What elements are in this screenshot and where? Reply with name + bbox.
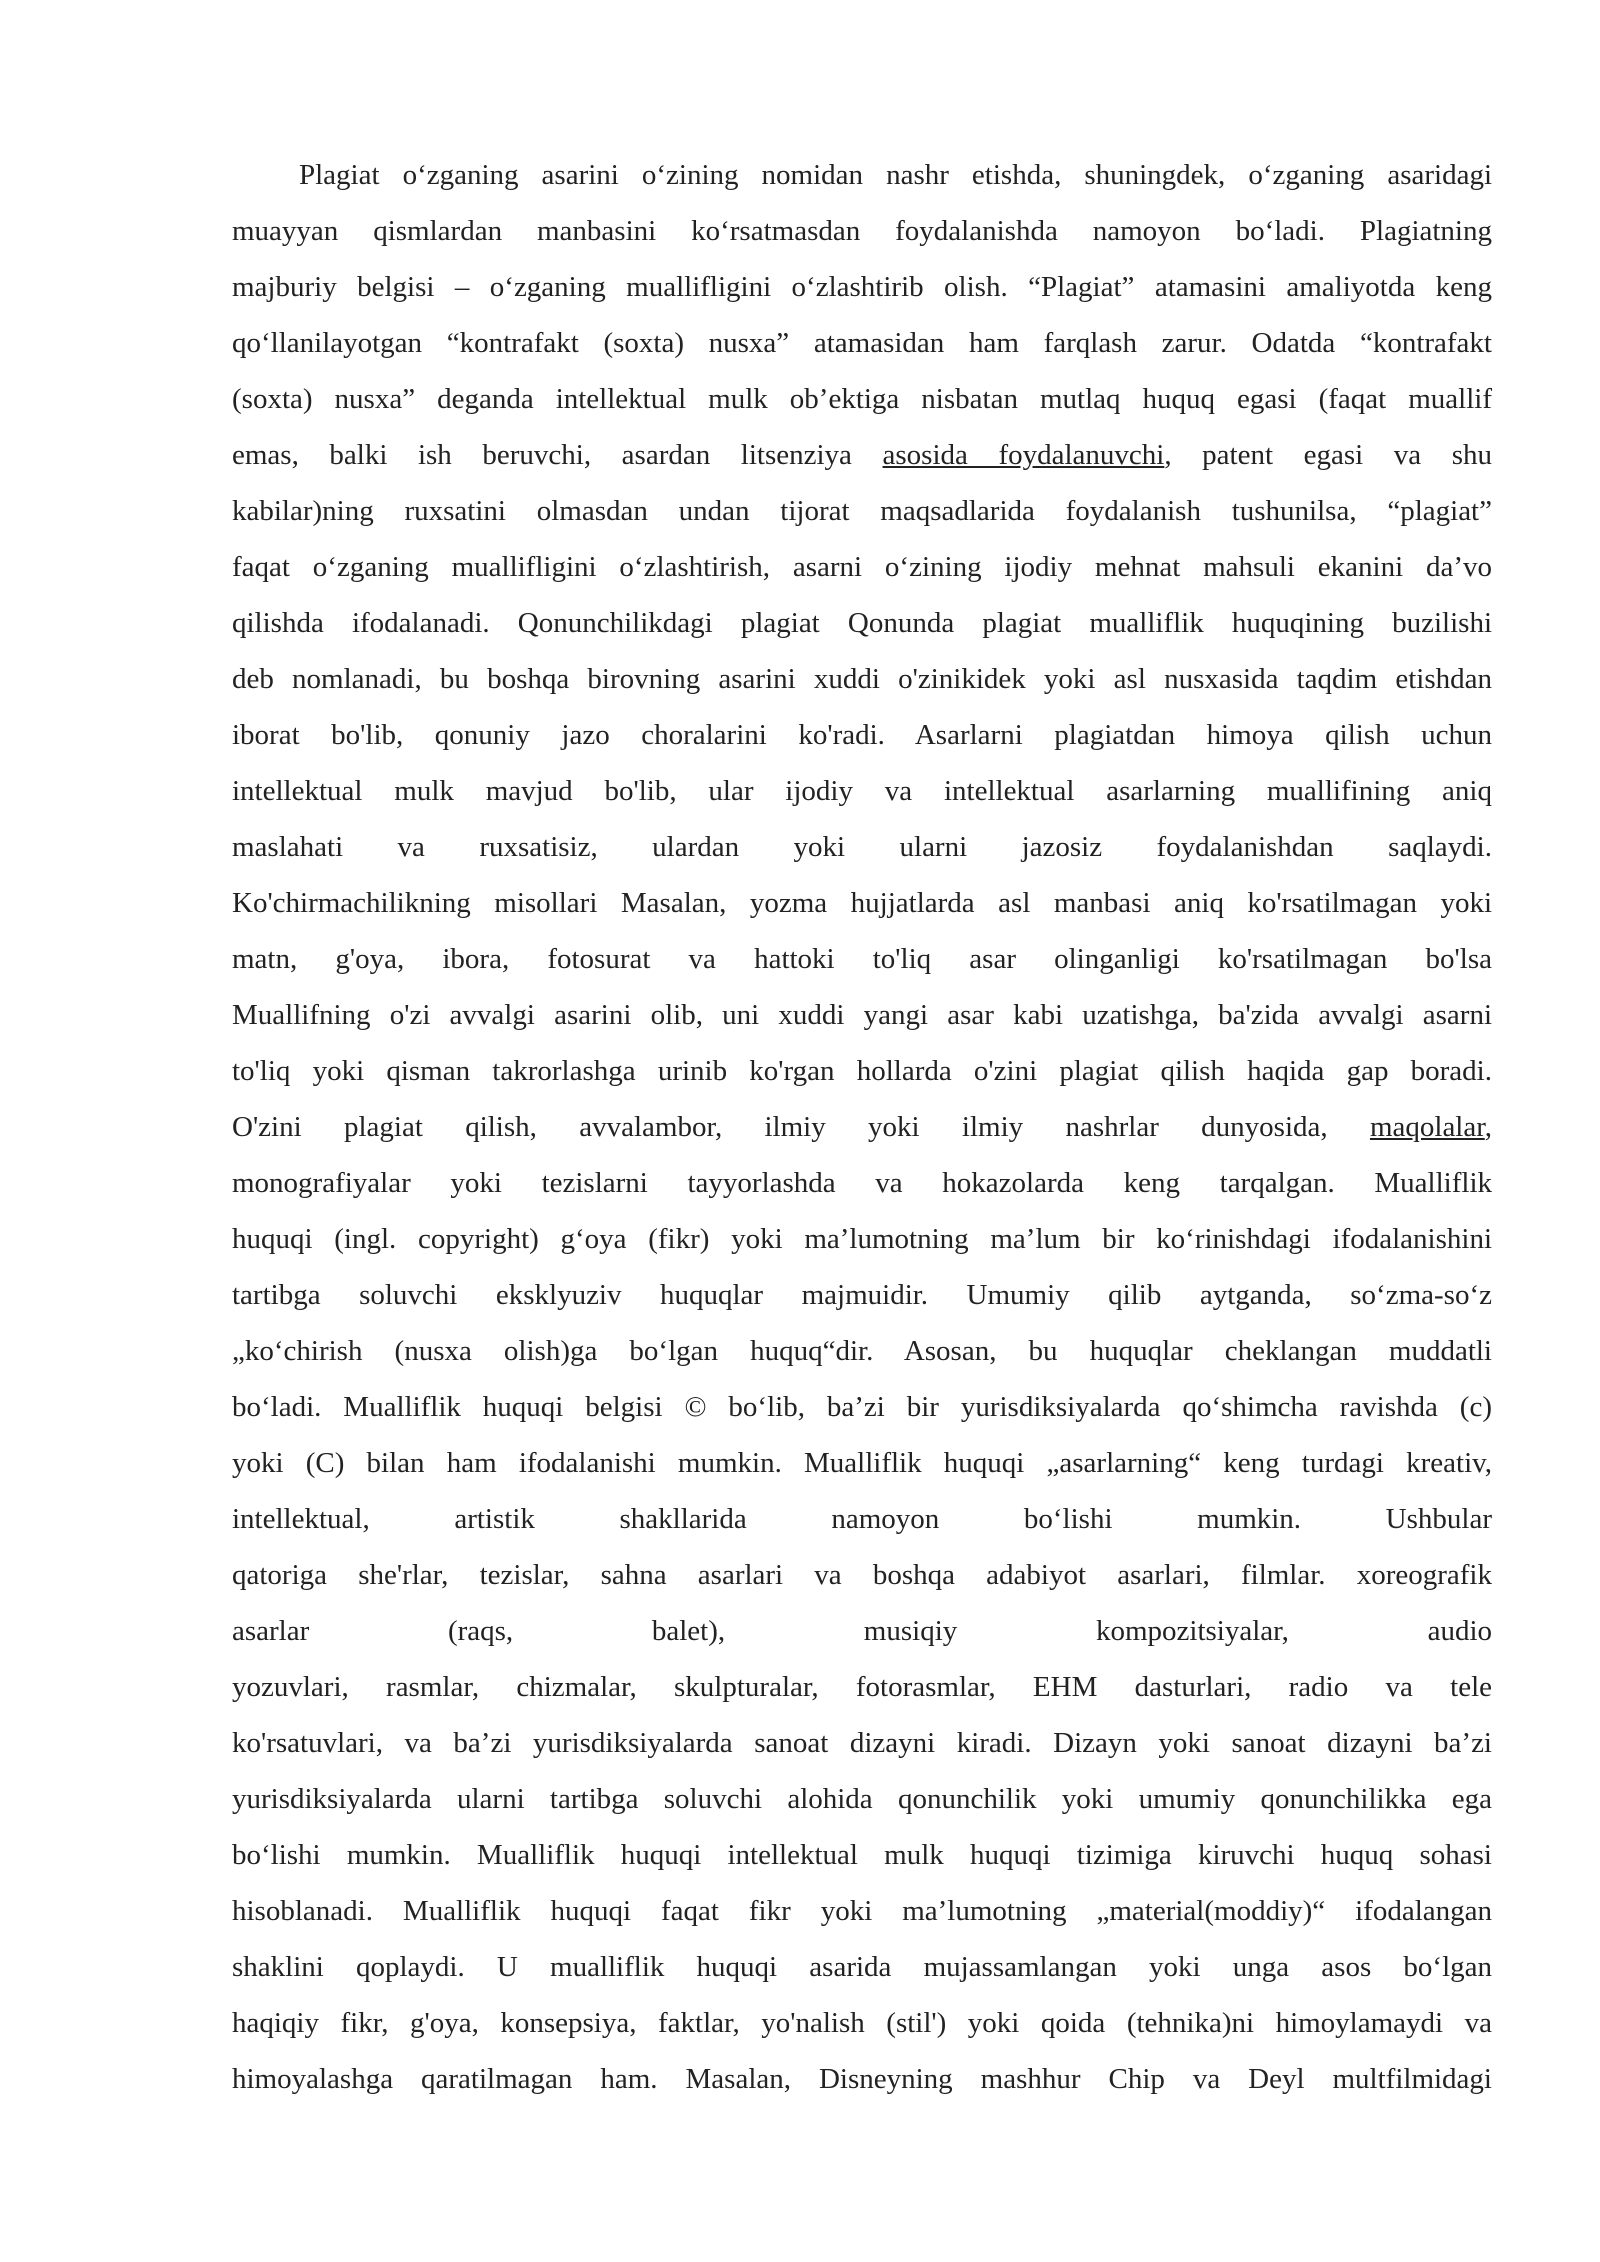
text-line: maslahati va ruxsatisiz, ulardan yoki ularni jazosiz foydalanishdan saqlaydi. bbox=[232, 831, 1492, 863]
text-line: muayyan qismlardan manbasini ko‘rsatmasdan foydalanishda namoyon bo‘ladi. Plagiatning bbox=[232, 215, 1492, 247]
text-line: tartibga soluvchi eksklyuziv huquqlar majmuidir. Umumiy qilib aytganda, so‘zma-so‘z bbox=[232, 1279, 1492, 1311]
text-line: qatoriga she'rlar, tezislar, sahna asarlari va boshqa adabiyot asarlari, filmlar. xoreografik bbox=[232, 1559, 1492, 1591]
text-line: qo‘llanilayotgan “kontrafakt (soxta) nusxa” atamasidan ham farqlash zarur. Odatda “kontrafakt bbox=[232, 327, 1492, 359]
text-line: „ko‘chirish (nusxa olish)ga bo‘lgan huquq“dir. Asosan, bu huquqlar cheklangan muddatli bbox=[232, 1335, 1492, 1367]
text-line: hisoblanadi. Mualliflik huquqi faqat fikr yoki ma’lumotning „material(moddiy)“ ifodalangan bbox=[232, 1895, 1492, 1927]
text-line: Muallifning o'zi avvalgi asarini olib, uni xuddi yangi asar kabi uzatishga, ba'zida avvalgi asarni bbox=[232, 999, 1492, 1031]
text-line: (soxta) nusxa” deganda intellektual mulk ob’ektiga nisbatan mutlaq huquq egasi (faqat muallif bbox=[232, 383, 1492, 415]
text-segment: , patent egasi va shu bbox=[1164, 439, 1493, 471]
text-line: asarlar (raqs, balet), musiqiy kompozitsiyalar, audio bbox=[232, 1615, 1492, 1647]
text-line: huquqi (ingl. copyright) g‘oya (fikr) yoki ma’lumotning ma’lum bir ko‘rinishdagi ifodalanishini bbox=[232, 1223, 1492, 1255]
body-text bbox=[232, 147, 1492, 2107]
text-line bbox=[232, 1099, 1492, 1155]
text-line: iborat bo'lib, qonuniy jazo choralarini ko'radi. Asarlarni plagiatdan himoya qilish uchun bbox=[232, 719, 1492, 751]
text-line: majburiy belgisi – o‘zganing muallifligini o‘zlashtirib olish. “Plagiat” atamasini amaliyotda keng bbox=[232, 271, 1492, 303]
text-line: yozuvlari, rasmlar, chizmalar, skulpturalar, fotorasmlar, EHM dasturlari, radio va tele bbox=[232, 1671, 1492, 1703]
text-line: yurisdiksiyalarda ularni tartibga soluvchi alohida qonunchilik yoki umumiy qonunchilikka ega bbox=[232, 1783, 1492, 1815]
text-line: shaklini qoplaydi. U mualliflik huquqi asarida mujassamlangan yoki unga asos bo‘lgan bbox=[232, 1951, 1492, 1983]
text-line: himoyalashga qaratilmagan ham. Masalan, Disneyning mashhur Chip va Deyl multfilmidagi bbox=[232, 2063, 1492, 2095]
text-line bbox=[232, 427, 1492, 483]
text-line: intellektual mulk mavjud bo'lib, ular ijodiy va intellektual asarlarning muallifining aniq bbox=[232, 775, 1492, 807]
text-segment: , bbox=[1484, 1111, 1492, 1143]
text-line: faqat o‘zganing muallifligini o‘zlashtirish, asarni o‘zining ijodiy mehnat mahsuli ekanini da’vo bbox=[232, 551, 1492, 583]
hyperlink[interactable]: asosida foydalanuvchi bbox=[882, 439, 1165, 471]
text-line: matn, g'oya, ibora, fotosurat va hattoki to'liq asar olinganligi ko'rsatilmagan bo'lsa bbox=[232, 943, 1492, 975]
text-line: intellektual, artistik shakllarida namoyon bo‘lishi mumkin. Ushbular bbox=[232, 1503, 1492, 1535]
text-line: kabilar)ning ruxsatini olmasdan undan tijorat maqsadlarida foydalanish tushunilsa, “plagiat” bbox=[232, 495, 1492, 527]
text-line: deb nomlanadi, bu boshqa birovning asarini xuddi o'zinikidek yoki asl nusxasida taqdim etishdan bbox=[232, 663, 1492, 695]
text-line: haqiqiy fikr, g'oya, konsepsiya, faktlar, yo'nalish (stil') yoki qoida (tehnika)ni himoylamaydi va bbox=[232, 2007, 1492, 2039]
text-segment: O'zini plagiat qilish, avvalambor, ilmiy yoki ilmiy nashrlar dunyosida, bbox=[232, 1111, 1370, 1143]
hyperlink[interactable]: maqolalar bbox=[1369, 1111, 1485, 1143]
text-line: Ko'chirmachilikning misollari Masalan, yozma hujjatlarda asl manbasi aniq ko'rsatilmagan yoki bbox=[232, 887, 1492, 919]
text-line: Plagiat o‘zganing asarini o‘zining nomidan nashr etishda, shuningdek, o‘zganing asaridagi bbox=[299, 159, 1492, 191]
text-line: ko'rsatuvlari, va ba’zi yurisdiksiyalarda sanoat dizayni kiradi. Dizayn yoki sanoat dizayni ba’zi bbox=[232, 1727, 1492, 1759]
text-line: yoki (C) bilan ham ifodalanishi mumkin. Mualliflik huquqi „asarlarning“ keng turdagi kreativ, bbox=[232, 1447, 1492, 1479]
text-line: bo‘lishi mumkin. Mualliflik huquqi intellektual mulk huquqi tizimiga kiruvchi huquq sohasi bbox=[232, 1839, 1492, 1871]
text-line: bo‘ladi. Mualliflik huquqi belgisi © bo‘lib, ba’zi bir yurisdiksiyalarda qo‘shimcha ravishda (c) bbox=[232, 1391, 1492, 1423]
text-line: to'liq yoki qisman takrorlashga urinib ko'rgan hollarda o'zini plagiat qilish haqida gap boradi. bbox=[232, 1055, 1492, 1087]
text-line: monografiyalar yoki tezislarni tayyorlashda va hokazolarda keng tarqalgan. Mualliflik bbox=[232, 1167, 1492, 1199]
text-segment: emas, balki ish beruvchi, asardan litsenziya bbox=[232, 439, 883, 471]
text-line: qilishda ifodalanadi. Qonunchilikdagi plagiat Qonunda plagiat mualliflik huquqining buzilishi bbox=[232, 607, 1492, 639]
